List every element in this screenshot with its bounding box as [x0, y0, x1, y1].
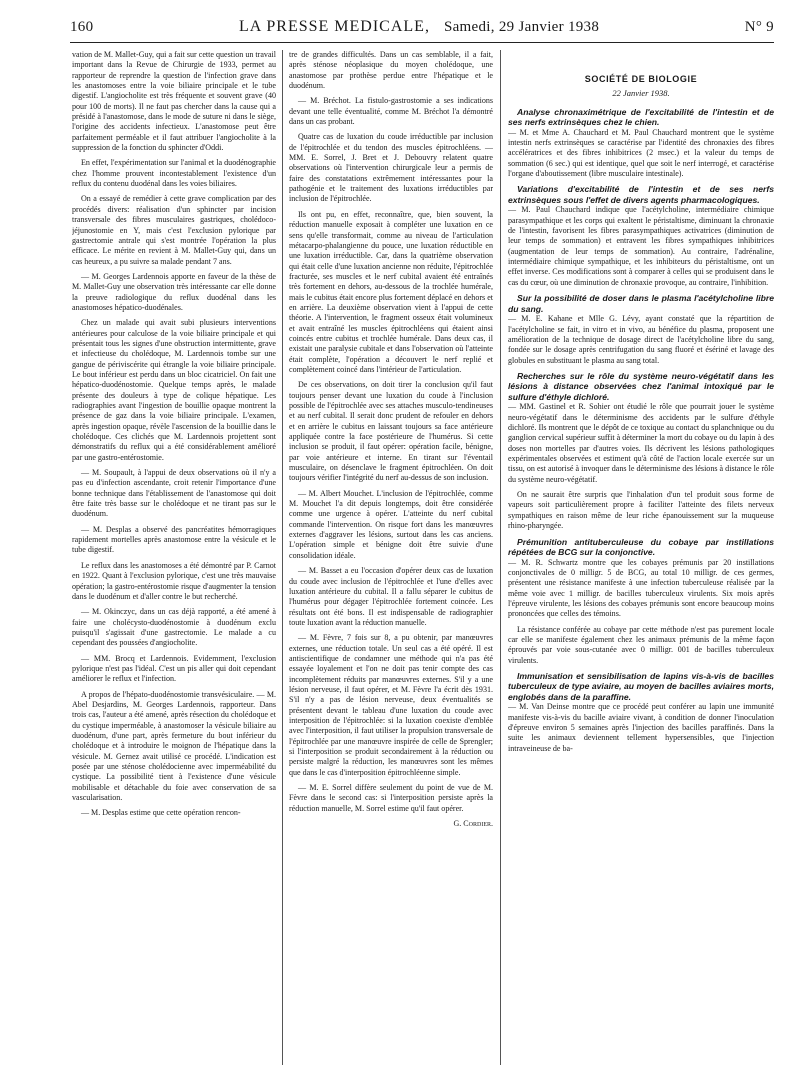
page-number: 160 — [70, 19, 94, 35]
paragraph: — M. Desplas a observé des pancréatites hémorragiques rapidement mortelles après anastomose entre la vésicule et le tube digestif. — [72, 524, 276, 555]
paragraph: En effet, l'expérimentation sur l'animal et la duodénographie chez l'homme prouvent incontestablement l'existence d'un reflux du contenu duodénal dans les voies biliaires. — [72, 158, 276, 189]
header-center — [239, 18, 599, 36]
paragraph: De ces observations, on doit tirer la conclusion qu'il faut toujours penser devant une luxation du coude à l'inclusion possible de l'épitrochlée avec ses attaches musculo-tendineuses et au nerf cubital. Il serait donc prudent de refouler en dehors et en arrière le cubitus en laissant toujours sa face antérieure appliquée contre la face postérieure de l'humérus. Si cette inclusion se produit, il faut opérer: opération facile, bénigne, par voie antérieure et interne. En tirant sur l'éventail musculaire, on désenclave le fragment épitrochléen. On doit toujours vérifier l'intégrité du nerf au-dessus de son inclusion. — [289, 380, 493, 483]
paragraph: Le reflux dans les anastomoses a été démontré par P. Carnot en 1922. Quant à l'exclusion pylorique, c'est une très mauvaise opération; la gastro-entérostomie risque d'augmenter la tension dans le duodénum et d'aller contre le but recherché. — [72, 560, 276, 601]
issue-date: Samedi, 29 Janvier 1938 — [443, 19, 600, 35]
communication-heading: Variations d'excitabilité de l'intestin et de ses nerfs extrinsèques sous l'effet de divers agents pharmacologiques. — [508, 184, 774, 205]
paragraph: — MM. Gastinel et R. Sohier ont étudié le rôle que pourrait jouer le système neuro-végétatif dans le déterminisme des accidents par le sulfure d'éthyle dichloré. Ils montrent que le dépôt de ce toxique au contact du splanchnique ou du ganglion cervical supérieur suffit à déterminer la mort du cobaye ou du lapin à des doses non mortelles par d'autres voies. Ils décrivent les lésions pathologiques expérimentales observées et estiment qu'à côté de l'action locale exercée sur un tissu, on est autorisé à invoquer dans le déterminisme des lésions à distance le rôle du système neuro-végétatif. — [508, 402, 774, 484]
communication-heading: Sur la possibilité de doser dans le plasma l'acétylcholine libre du sang. — [508, 293, 774, 314]
communication-heading: Immunisation et sensibilisation de lapins vis-à-vis de bacilles tuberculeux de type aviaire, au moyen de bacilles aviaires morts, englobés dans de la paraffine. — [508, 670, 774, 702]
section-title: SOCIÉTÉ DE BIOLOGIE — [584, 74, 698, 84]
paragraph: A propos de l'hépato-duodénostomie transvésiculaire. — M. Abel Desjardins, M. Georges Lardennois, rapporteur. Dans trois cas, l'auteur a été amené, après résection du cholédoque et du cystique imperméable, à anastomoser la vésicule biliaire au duodénum, d'une part, après fermeture du bout inférieur du cholédoque et à introduire le moignon de l'hépatique dans la vésicule. M. Gernez avait utilisé ce procédé. L'indication est posée par une sténose cholédocienne avec imperméabilité du cystique. La possibilité tient à l'existence d'une vésicule mobilisable et détachable du foie avec conservation de sa vascularisation. — [72, 689, 276, 803]
communication-heading: Prémunition antituberculeuse du cobaye par instillations répétées de BCG sur la conjonctive. — [508, 536, 774, 557]
paragraph: — M. R. Schwartz montre que les cobayes prémunis par 20 instillations conjonctivales de 0 milligr. 5 de BCG, au total 10 milligr. de ces germes, présentent une résistance manifeste à une infection tuberculeuse réalisée par la même voie avec 1 milligr. de bacilles tuberculeux virulents. Six mois après l'épreuve virulente, les lésions des cobayes prémunis sont encore beaucoup moins prononcées que celles des témoins. — [508, 557, 774, 619]
header-rule — [70, 42, 774, 43]
journal-title: LA PRESSE MEDICALE, — [238, 18, 430, 35]
paragraph: On ne saurait être surpris que l'inhalation d'un tel produit sous forme de vapeurs soit particulièrement propre à faciliter l'atteinte des filets nerveux sympathiques en raison même de leur riche épanouissement sur la muqueuse rhino-pharyngée. — [508, 490, 774, 531]
paragraph: La résistance conférée au cobaye par cette méthode n'est pas purement locale car elle se manifeste également chez les animaux prémunis de la même façon éprouvés par voie sous-cutanée avec 0 milligr. 001 de bacilles tuberculeux virulents. — [508, 624, 774, 665]
page-header — [70, 18, 774, 42]
author-signature: G. Cordier. — [453, 819, 493, 829]
communication-heading: Recherches sur le rôle du système neuro-végétatif dans les lésions à distance observées chez l'animal intoxiqué par le sulfure d'éthyle dichloré. — [508, 370, 774, 402]
issue-number: N° 9 — [744, 19, 774, 35]
paragraph: — M. Paul Chauchard indique que l'acétylcholine, intermédiaire chimique parasympathique et les corps qui exaltent le péristaltisme, diminuant la chronaxie de l'intestin, favorisent les fibres parasympathiques activatrices (diminution de leur temps de sommation) et entravent les fibres sympathiques inhibitrices (augmentation de leur temps de sommation). Au contraire, l'adrénaline, intermédiaire chimique sympathique, et les inhibiteurs du péristaltisme, ont un effet inverse. Ces modifications sont à comparer à celles qui se produisent dans le cas du cœur, où une diminution de chronaxie provoque, au contraire, l'inhibition. — [508, 205, 774, 287]
paragraph: — M. et Mme A. Chauchard et M. Paul Chauchard montrent que le système intestin nerfs extrinsèques se caractérise par l'identité des chronaxies des fibres accélératrices et des fibres inhibitrices (2 msec.) et la valeur du temps de sommation (6 sec.) qui est identique, quel que soit le nerf interrogé, et caractérise l'organe d'aboutissement (libre musculaire intestinale). — [508, 127, 774, 179]
communication-heading: Analyse chronaximétrique de l'excitabilité de l'intestin et de ses nerfs extrinsèques chez le chien. — [508, 106, 774, 128]
paragraph: — M. Van Deinse montre que ce procédé peut conférer au lapin une immunité manifeste vis-à-vis du bacille aviaire vivant, à condition de donner l'inoculation d'épreuve environ 5 semaines après l'injection des bacilles paraffinés. Dans la suite les animaux deviennent tellement hypersensibles, que l'injection intraveineuse de ba- — [508, 702, 774, 753]
paragraph: — M. Desplas estime que cette opération rencon- — [81, 808, 241, 818]
column-2 — [289, 50, 493, 1075]
paragraph: tre de grandes difficultés. Dans un cas semblable, il a fait, après sténose néoplasique du moyen cholédoque, une anastomose par prothèse perdue entre l'hépatique et le duodénum. — [289, 50, 493, 91]
paragraph: Quatre cas de luxation du coude irréductible par inclusion de l'épitrochlée et du tendon des muscles épitrochléens. — MM. E. Sorrel, J. Bret et J. Debouvry relatent quatre observations où l'intervention chirurgicale leur a permis de faire des constatations extrêmement intéressantes pour la pathogénie et le traitement des luxations irréductibles par inclusion de l'épitrochlée. — [289, 132, 493, 204]
paragraph: — MM. Brocq et Lardennois. Evidemment, l'exclusion pylorique n'est pas l'idéal. C'est un pis aller qui doit cependant améliorer le reflux et l'infection. — [72, 653, 276, 684]
column-3 — [508, 50, 774, 1075]
paragraph: — M. Okinczyc, dans un cas déjà rapporté, a été amené à faire une cholécysto-duodénostomie à duodénum exclu puisqu'il s'agissait d'une gastrectomie. Le malade a cu cependant des poussées d'angiocholite. — [72, 607, 276, 648]
paragraph: — M. E. Sorrel diffère seulement du point de vue de M. Fèvre dans le second cas: si l'interposition persiste après la réduction manuelle, M. Sorrel estime qu'il faut opérer. — [289, 783, 493, 813]
paragraph: — M. Basset a eu l'occasion d'opérer deux cas de luxation du coude avec inclusion de l'épitrochlée et l'une d'elles avec luxation antérieure du cubital. Il a fallu séparer le cubitus de l'humérus pour dégager l'épitrochlée fortement coincée. Les résultats ont été bons. Il est indispensable de radiographier toute luxation avant la réduction manuelle. — [289, 566, 493, 627]
column-divider-1 — [282, 50, 283, 1065]
paragraph: Chez un malade qui avait subi plusieurs interventions antérieures pour calculose de la voie biliaire principale et qui présentait tous les signes d'une obstruction intermittente, grave et infectieuse du cholédoque, M. Lardennois tombe sur une gangue de périviscérite qui étrangle la voie biliaire principale. Le bout inférieur est perdu dans un bloc cicatriciel. On fait une hépatico-duodénostomie. Quelque temps après, le malade présente des douleurs à type de colique hépatique. Les radiographies avant l'ingestion de bouillie opaque montrent la présence de gaz dans la voie biliaire principale. L'examen, après ingestion opaque, révèle l'ascension de la bouillie dans le cholédoque. Ces clichés que M. Lardennois projettent sont démonstratifs du reflux qui a été considérablement amélioré par une gastro-entérostomie. — [72, 318, 276, 462]
paragraph: — M. Fèvre, 7 fois sur 8, a pu obtenir, par manœuvres externes, une réduction totale. Un seul cas a été opéré. Il est antiscientifique de condamner une méthode qui n'a pas été essayée loyalement et l'on ne doit pas tenir compte des cas incomplètement réduits par manœuvres externes. S'il y a une lésion nerveuse, il faut opérer, et M. Fèvre l'a écrit dès 1931. S'il n'y a pas de lésion nerveuse, deux éventualités se présentent devant le tableau d'une luxation du coude avec interposition de l'épitrochlée: si la luxation coexiste d'emblée avec l'interposition, il faut utiliser la propulsion transversale de l'épitrochlée par une manœuvre inspirée de celle de Sprengler; si l'interposition se produit secondairement à la réduction ou persiste malgré la réduction, les manœuvres sont les mêmes que dans le cas d'interposition épitrochléenne simple. — [289, 633, 493, 777]
paragraph: On a essayé de remédier à cette grave complication par des procédés divers: réalisation d'un sphincter par incision transversale des fibres musculaires gastriques, cholédoco-jéjunostomie en Y, mais c'est l'exclusion pylorique par gastrectomie antrale qui s'est montrée l'opération la plus efficace. Le mérite en revient à M. Mallet-Guy qui, dans un cas heureux, a pu suivre sa malade pendant 7 ans. — [72, 194, 276, 266]
paragraph: Ils ont pu, en effet, reconnaître, que, bien souvent, la réduction manuelle exposait à compléter une luxation en ce sens qu'elle transformait, comme au niveau de l'articulation métacarpo-phalangienne du pouce, une luxation réductible en une luxation irréductible. Car, dans la quatrième observation qui était celle d'une luxation ancienne non réduite, l'épitrochlée fracturée, ses muscles et le nerf cubital avaient été entraînés très fortement en dehors, au-dessous de la trochlée humérale, mais le cubitus était encore plus fortement déplacé en dehors et en arrière. La deuxième observation vient à l'appui de cette théorie. A l'intervention, le fragment osseux était volumineux et avait entraîné les muscles épitrochléens qui étaient ainsi coincés entre cubitus et trochlée humérale. Dans deux cas, il existait une paralysie cubitale et dans l'observation où l'atteinte était complète, l'opération a découvert le nerf replié et complètement coincé dans l'intérieur de l'articulation. — [289, 209, 493, 374]
paragraph: — M. Soupault, à l'appui de deux observations où il n'y a pas eu d'infection ascendante, croit retenir l'importance d'une bonne technique dans l'établissement de l'anastomose qui doit être faite très basse sur le cholédoque et ne tirant pas sur le duodénum. — [72, 468, 276, 519]
paragraph: — M. Bréchot. La fistulo-gastrostomie a ses indications devant une telle éventualité, comme M. Bréchot l'a démontré dans un cas probant. — [289, 96, 493, 127]
paragraph: — M. Albert Mouchet. L'inclusion de l'épitrochlée, comme M. Mouchet l'a dit depuis longtemps, doit être considérée comme une urgence à opérer. L'atteinte du nerf cubital commande l'intervention. On risque fort dans les manœuvres externes d'aggraver les lésions, surtout dans les cas anciens. L'opération simple et bénigne doit être suivie d'une consolidation idéale. — [289, 488, 493, 560]
paragraph: vation de M. Mallet-Guy, qui a fait sur cette question un travail important dans la Revue de Chirurgie de 1933, permet au rapporteur de reprendre la question de l'infection grave dans les anastomoses entre la voie biliaire principale et le tube digestif. L'angiocholite est très fréquente et souvent grave (40 pour 100 de morts). Il ne faut pas chercher dans la cause qui a présidé à l'anastomose, dans le mode de suture ni dans le siège, l'origine des accidents infectieux. L'anastomose peut être parfaitement perméable et il faut attribuer l'angiocholite à la suppression de la fonction du sphincter d'Oddi. — [72, 50, 276, 153]
section-date: 22 Janvier 1938. — [612, 88, 670, 99]
column-divider-2 — [500, 50, 501, 1065]
column-1 — [72, 50, 276, 1075]
paragraph: — M. E. Kahane et Mlle G. Lévy, ayant constaté que la répartition de l'acétylcholine se fait, in vitro et in vivo, au bénéfice du plasma, proposent une amélioration de la technique de dosage direct de l'acétylcholine libre du sang, fondée sur le dosage après centrifugation du sang fluoré et ésériné et lavage des globules en substituant le plasma au sang total. — [508, 314, 774, 365]
paragraph: — M. Georges Lardennois apporte en faveur de la thèse de M. Mallet-Guy une observation très intéressante car elle donne la preuve radiologique du reflux duodénal dans les anastomoses hépatico-duodénales. — [72, 271, 276, 312]
